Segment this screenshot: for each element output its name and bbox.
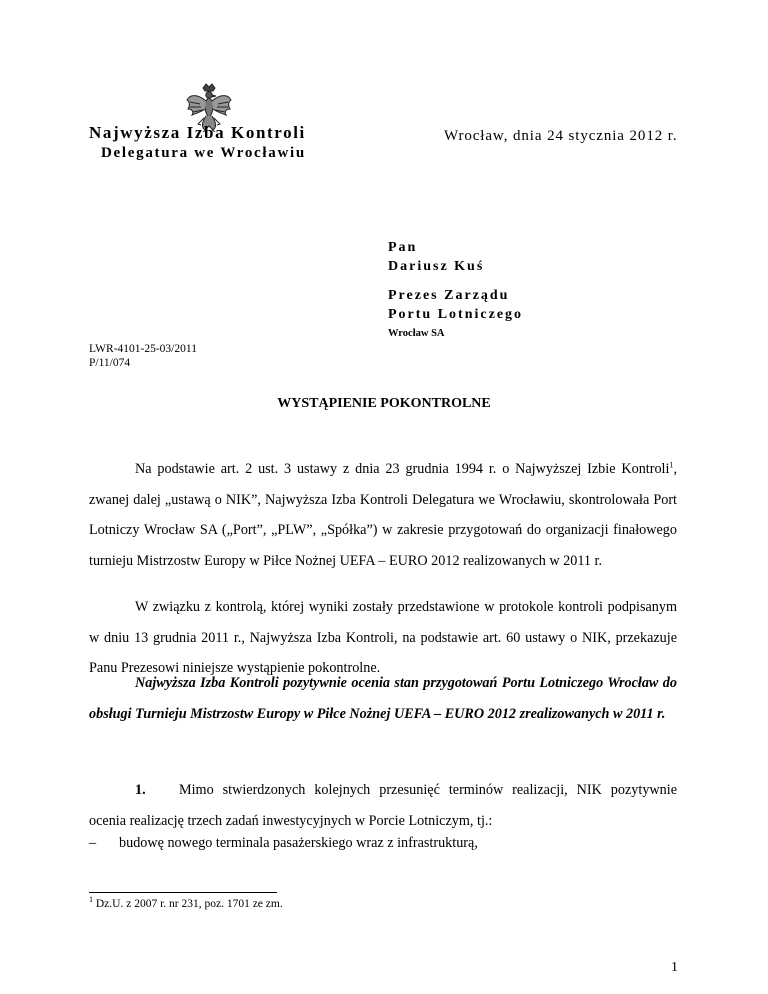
paragraph-protocol: W związku z kontrolą, której wyniki zostały przedstawione w protokole kontroli podpisanym w dniu 13 grudnia 2011 r., Najwyższa Izba Kontroli, na podstawie art. 60 ustawy o NIK, przekazuje Panu Prezesowi niniejsze wystąpienie pokontrolne. xyxy=(89,599,677,677)
footnote xyxy=(89,895,283,910)
footnote-text: Dz.U. z 2007 r. nr 231, poz. 1701 ze zm. xyxy=(93,898,283,910)
bullet-marker: – xyxy=(89,835,97,851)
addressee-name: Dariusz Kuś xyxy=(388,259,485,274)
paragraph-legal-basis xyxy=(89,454,677,576)
addressee-salutation: Pan xyxy=(388,240,418,255)
paragraph-point-1 xyxy=(89,775,677,836)
addressee-title: Prezes Zarządu xyxy=(388,288,510,303)
page-number: 1 xyxy=(671,960,678,975)
paragraph-text: Na podstawie art. 2 ust. 3 ustawy z dnia 23 grudnia 1994 r. o Najwyższej Izbie Kontroli xyxy=(135,461,670,477)
document-heading: WYSTĄPIENIE POKONTROLNE xyxy=(277,396,491,411)
addressee-company-suffix: Wrocław SA xyxy=(388,328,445,339)
list-item xyxy=(89,835,478,852)
paragraph-assessment: Najwyższa Izba Kontroli pozytywnie ocenia stan przygotowań Portu Lotniczego Wrocław do obsługi Turnieju Mistrzostw Europy w Piłce Nożnej UEFA – EURO 2012 zrealizowanych w 2011 r. xyxy=(89,675,677,722)
addressee-company: Portu Lotniczego xyxy=(388,307,524,322)
footnote-reference: 1 xyxy=(669,460,674,470)
paragraph-text: , zwanej dalej „ustawą o NIK”, Najwyższa Izba Kontroli Delegatura we Wrocławiu, skontrolowała Port Lotniczy Wrocław SA („Port”, „PLW”, „Spółka”) w zakresie przygotowań do organizacji finałowego turnieju Mistrzostw Europy w Piłce Nożnej UEFA – EURO 2012 realizowanych w 2011 r. xyxy=(89,461,677,569)
footnote-mark: 1 xyxy=(89,895,93,905)
organization-name: Najwyższa Izba Kontroli xyxy=(89,123,306,142)
list-item-text: budowę nowego terminala pasażerskiego wraz z infrastrukturą, xyxy=(119,835,478,851)
paragraph-text: Mimo stwierdzonych kolejnych przesunięć terminów realizacji, NIK pozytywnie ocenia realizację trzech zadań inwestycyjnych w Porcie Lotniczym, tj.: xyxy=(89,782,677,829)
footnote-divider xyxy=(89,892,277,893)
organization-unit: Delegatura we Wrocławiu xyxy=(101,145,306,161)
case-number: LWR-4101-25-03/2011 xyxy=(89,343,197,355)
date-line: Wrocław, dnia 24 stycznia 2012 r. xyxy=(444,128,678,144)
program-number: P/11/074 xyxy=(89,357,131,369)
point-number: 1. xyxy=(135,782,146,798)
